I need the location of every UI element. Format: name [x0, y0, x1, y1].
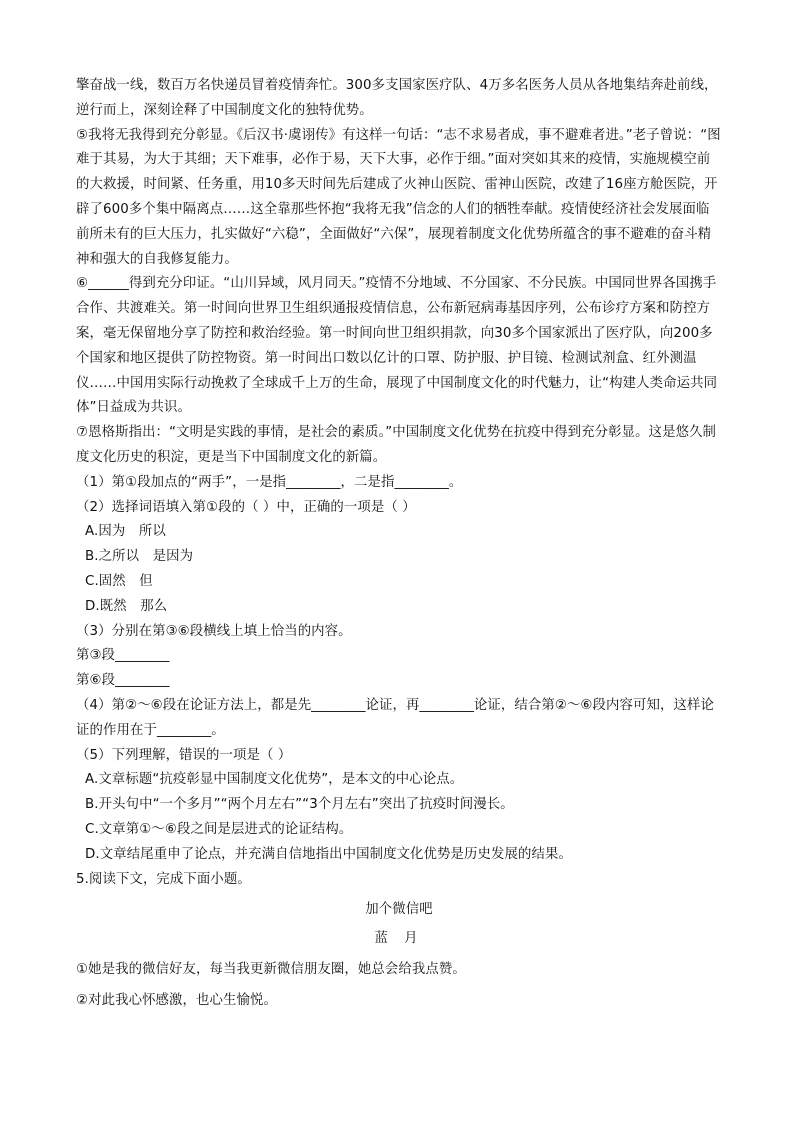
section-5-instruction: 5.阅读下文，完成下面小题。: [76, 871, 251, 887]
question-5: （5）下列理解，错误的一项是（ ）: [76, 747, 292, 763]
paragraph-4-end: 擎奋战一线，数百万名快递员冒着疫情奔忙。300多支国家医疗队、4万多名医务人员从各地集结奔赴前线，逆行而上，深刻诠释了中国制度文化的独特优势。: [76, 78, 718, 118]
question-1: （1）第①段加点的“两手”，一是指________，二是指________。: [76, 474, 463, 490]
q5-option-a: A.文章标题“抗疫彰显中国制度文化优势”，是本文的中心论点。: [85, 772, 464, 788]
paragraph-6: ⑥______得到充分印证。“山川异域，风月同天。”疫情不分地域、不分国家、不分民族。中国同世界各国携手合作、共渡难关。第一时间向世界卫生组织通报疫情信息，公布新冠病毒基因序列，公布诊疗方案和防控方案，毫无保留地分享了防控和救治经验。第一时间向世卫组织捐款，向30多个国家派出了医疗队，向200多个国家和地区提供了防控物资。第一时间出口数以亿计的口罩、防护服、护目镜、检测试剂盒、红外测温仪……中国用实际行动挽救了全球成千上万的生命，展现了中国制度文化的时代魅力，让“构建人类命运共同体”日益成为共识。: [76, 276, 718, 416]
paragraph-5: ⑤我将无我得到充分彰显。《后汉书·虞诩传》有这样一句话：“志不求易者成，事不避难者进。”老子曾说：“图难于其易，为大于其细；天下难事，必作于易，天下大事，必作于细。”面对突如其来的疫情，实施规模空前的大救援，时间紧、任务重，用10多天时间先后建成了火神山医院、雷神山医院，改建了16座方舱医院，开辟了600多个集中隔离点……这全靠那些怀抱“我将无我”信念的人们的牺牲奉献。疫情使经济社会发展面临前所未有的巨大压力，扎实做好“六稳”，全面做好“六保”，展现着制度文化优势所蕴含的事不避难的奋斗精神和强大的自我修复能力。: [76, 127, 721, 267]
essay-author: 蓝 月: [374, 931, 424, 947]
q3-blank-paragraph-6: 第⑥段________: [76, 673, 170, 689]
essay-paragraph-2: ②对此我心怀感激，也心生愉悦。: [76, 992, 277, 1008]
essay-title: 加个微信吧: [365, 902, 433, 918]
question-3: （3）分别在第③⑥段横线上填上恰当的内容。: [76, 623, 352, 639]
q2-option-a: A.因为 所以: [85, 524, 166, 540]
question-2: （2）选择词语填入第①段的（ ）中，正确的一项是（ ）: [76, 499, 416, 515]
q2-option-d: D.既然 那么: [85, 598, 168, 614]
q2-option-b: B.之所以 是因为: [85, 549, 194, 565]
q5-option-b: B.开头句中“一个多月”“两个月左右”“3个月左右”突出了抗疫时间漫长。: [85, 797, 514, 813]
q3-blank-paragraph-3: 第③段________: [76, 648, 170, 664]
essay-paragraph-1: ①她是我的微信好友，每当我更新微信朋友圈，她总会给我点赞。: [76, 961, 466, 977]
q5-option-d: D.文章结尾重申了论点，并充满自信地指出中国制度文化优势是历史发展的结果。: [85, 846, 572, 862]
q5-option-c: C.文章第①～⑥段之间是层进式的论证结构。: [85, 821, 353, 837]
question-4: （4）第②～⑥段在论证方法上，都是先________论证，再________论证，结合第②～⑥段内容可知，这样论证的作用在于________。: [76, 697, 714, 738]
q2-option-c: C.固然 但: [85, 573, 153, 589]
document-page: [76, 74, 722, 1013]
paragraph-7: ⑦恩格斯指出：“文明是实践的事情，是社会的素质。”中国制度文化优势在抗疫中得到充分彰显。这是悠久制度文化历史的积淀，更是当下中国制度文化的新篇。: [76, 425, 717, 465]
